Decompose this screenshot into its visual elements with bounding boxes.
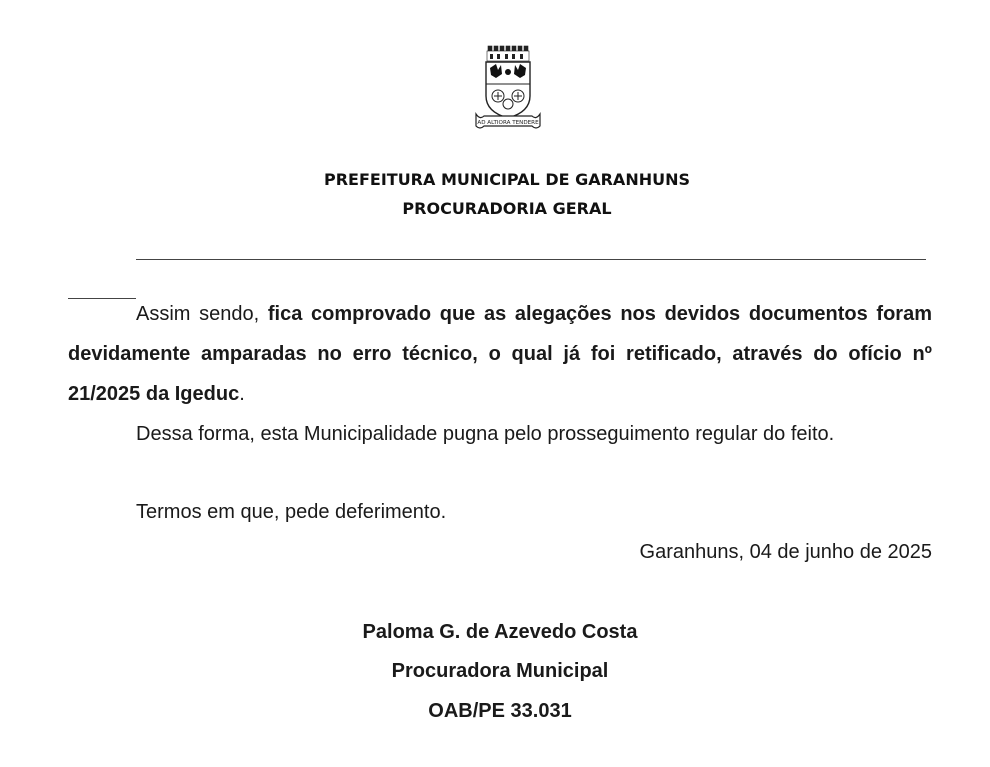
paragraph-conclusion [68, 294, 932, 414]
paragraph-conclusion-emphasis: fica comprovado que as alegações nos devidos documentos foram devidamente amparadas no erro técnico, o qual já foi retificado, através do ofício nº 21/2025 da Igeduc [68, 303, 932, 405]
signature-oab: OAB/PE 33.031 [428, 700, 572, 722]
header-institution: PREFEITURA MUNICIPAL DE GARANHUNS [323, 170, 690, 189]
crest-motto: AD ALTIORA TENDERE [477, 120, 539, 126]
paragraph-conclusion-start: Assim sendo, [136, 303, 268, 325]
paragraph-request: Dessa forma, esta Municipalidade pugna pelo prosseguimento regular do feito. [136, 423, 835, 445]
signature-title: Procuradora Municipal [391, 660, 609, 682]
header-divider [136, 259, 926, 260]
header-department: PROCURADORIA GERAL [402, 199, 612, 218]
date-line: Garanhuns, 04 de junho de 2025 [639, 541, 932, 563]
signature-name: Paloma G. de Azevedo Costa [362, 621, 638, 643]
municipal-coat-of-arms-icon [474, 44, 542, 130]
paragraph-closing: Termos em que, pede deferimento. [136, 501, 447, 523]
paragraph-conclusion-end: . [239, 383, 245, 405]
